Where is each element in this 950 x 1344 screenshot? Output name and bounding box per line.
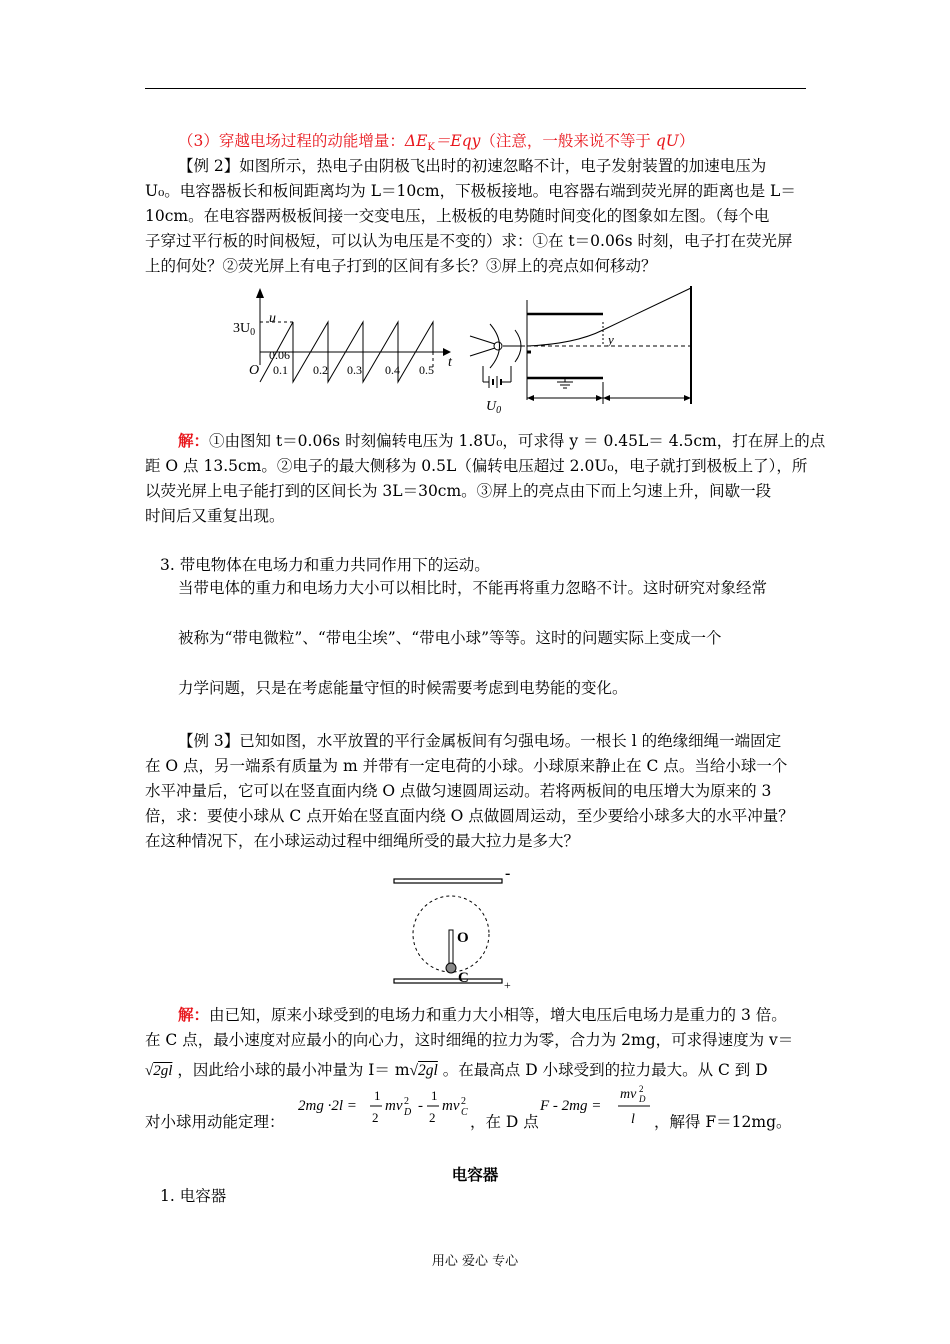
example2-solution-line-2: 距 O 点 13.5cm。②电子的最大侧移为 0.5L（偏转电压超过 2.0U₀，电子就打到极板上了），所 [145,457,808,475]
point3-note: （注意，一般来说不等于 [480,132,656,150]
eq2-num: mv [620,1087,637,1102]
peak-label: $3U_0$ [233,321,256,338]
section3-line-1: 当带电体的重力和电场力大小可以相比时，不能再将重力忽略不计。这时研究对象经常 [178,579,768,597]
example3-solution-line-4-end: ，解得 F＝12mg。 [654,1113,792,1131]
solution3-text-3a: ，因此给小球的最小冲量为 I＝ m [177,1061,410,1079]
tick-0.4: 0.4 [385,363,400,377]
capacitor-item-1: 1. 电容器 [160,1187,227,1205]
point3-close: ） [678,132,695,150]
tick-0.5: 0.5 [419,363,434,377]
equation-tension [538,1080,658,1132]
u0-label: $U_0$ [486,399,502,416]
solution3-text-1: 由已知，原来小球受到的电场力和重力大小相等，增大电压后电场力是重力的 3 倍。 [209,1006,787,1024]
plus-sign: + [504,978,511,992]
frac1-den: 2 [372,1110,379,1125]
example3-line-5: 在这种情况下，在小球运动过程中细绳所受的最大拉力是多大？ [145,832,580,850]
point3-prefix: （3）穿越电场过程的动能增量： [178,132,405,150]
example2-solution-line-3: 以荧光屏上电子能打到的区间长为 3L＝30cm。③屏上的亮点由下而上匀速上升，间歇一段 [145,482,772,500]
point3-qU: qU [655,132,679,150]
example3-figure [388,862,528,992]
example3-solution-line-2: 在 C 点，最小速度对应最小的向心力，这时细绳的拉力为零，合力为 2mg，可求得速度为 v＝ [145,1031,794,1049]
lower-metal-plate [394,979,502,983]
cathode-wire-2 [470,348,495,356]
example3-line-3: 水平冲量后，它可以在竖直面内绕 O 点做匀速圆周运动。若将两板间的电压增大为原来的 3 [145,782,772,800]
minus: - [418,1098,423,1114]
tick-0.06: 0.06 [269,348,290,362]
dim-L2-arrow-left [603,395,610,401]
example2-line-3: 10cm。在电容器两极板间接一交变电压，上极板的电势随时间变化的图象如左图。（每个电 [145,207,770,225]
eq2-num-sup: 2 [639,1084,644,1094]
point3-sub: K [427,142,435,154]
example2-line-1: 【例 2】如图所示，热电子由阴极飞出时的初速忽略不计，电子发射装置的加速电压为 [178,157,767,175]
mvC-sub: C [461,1107,468,1118]
capacitor-title: 电容器 [451,1165,499,1184]
anode-plate [490,324,500,368]
string [449,930,453,964]
example2-line-5: 上的何处？②荧光屏上有电子打到的区间有多长？③屏上的亮点如何移动？ [145,257,657,275]
minus-sign: - [505,865,511,882]
dim-L1-arrow-right [596,395,603,401]
solution-label: 解： [178,431,210,450]
sqrt-v: √2gl [145,1063,173,1079]
cathode [494,342,502,350]
example3-solution-line-1 [178,1005,787,1025]
section3-line-2: 被称为“带电微粒”、“带电尘埃”、“带电小球”等等。这时的问题实际上变成一个 [178,629,722,647]
t-label: t [448,355,452,370]
frac2-num: 1 [431,1088,438,1103]
section3-line-3: 力学问题，只是在考虑能量守恒的时候需要考虑到电势能的变化。 [178,679,628,697]
eq2-den: l [631,1112,635,1127]
tick-0.1: 0.1 [273,363,288,377]
example3-line-4: 倍，求：要使小球从 C 点开始在竖直面内绕 O 点做圆周运动，至少要给小球多大的水平冲量？ [145,807,794,825]
example2-solution-line-4: 时间后又重复出现。 [145,507,285,525]
tick-0.3: 0.3 [347,363,362,377]
section3-heading: 3. 带电物体在电场力和重力共同作用下的运动。 [160,556,490,574]
point3-line [178,131,694,158]
cathode-wire-1 [470,336,495,344]
circular-path [413,896,489,972]
example3-solution-line-4-mid: ，在 D 点 [470,1113,539,1131]
eq2-left: F - 2mg = [540,1098,602,1114]
example3-solution-line-3 [145,1060,768,1081]
dim-L1-arrow-left [527,395,534,401]
equation-energy [296,1084,496,1132]
frac1-num: 1 [374,1088,381,1103]
mvD: mv [385,1098,403,1114]
example2-line-4: 子穿过平行板的时间极短，可以认为电压是不变的）求：①在 t＝0.06s 时刻，电子打在荧光屏 [145,232,793,250]
header-rule [145,88,806,89]
point3-formula2: ＝Eqy [434,132,481,150]
eq1-left: 2mg ·2l = [298,1098,357,1114]
example3-line-2: 在 O 点，另一端系有质量为 m 并带有一定电荷的小球。小球原来静止在 C 点。当给小球一个 [145,757,788,775]
u-label: u [269,311,276,326]
mvD-sub: D [404,1107,412,1118]
origin-label: O [249,363,260,378]
solution-text-1: ①由图知 t＝0.06s 时刻偏转电压为 1.8U₀，可求得 y ＝ 0.45L＝ 4.5cm，打在屏上的点 [209,432,826,450]
page-footer: 用心 爱心 专心 [431,1254,519,1269]
frac2-den: 2 [429,1110,436,1125]
example2-solution-line-1 [178,431,825,451]
u-axis-arrow [256,288,264,298]
dim-L2-arrow-right [684,395,691,401]
mvC: mv [442,1098,460,1114]
solution3-text-3b: 。在最高点 D 小球受到的拉力最大。从 C 到 D [442,1061,768,1079]
ball [446,963,456,973]
eq2-num-sub: D [639,1094,646,1104]
point-O-label: O [457,930,469,946]
example3-solution-line-4-prefix: 对小球用动能定理： [145,1113,285,1131]
point3-formula: ΔE [404,132,428,150]
y-label: y [608,332,614,347]
solution3-label: 解： [178,1005,210,1024]
example2-line-2: U₀。电容器板长和板间距离均为 L＝10cm，下极板接地。电容器右端到荧光屏的距离也是 L＝ [145,182,796,200]
upper-metal-plate [394,879,502,883]
tick-0.2: 0.2 [313,363,328,377]
sqrt-impulse: √2gl [409,1062,438,1079]
example2-figure [225,282,715,417]
mvD-sup: 2 [404,1096,409,1107]
example3-line-1: 【例 3】已知如图，水平放置的平行金属板间有匀强电场。一根长 l 的绝缘细绳一端固定 [178,732,782,750]
mvC-sup: 2 [461,1096,466,1107]
point-C-label: C [458,970,469,986]
